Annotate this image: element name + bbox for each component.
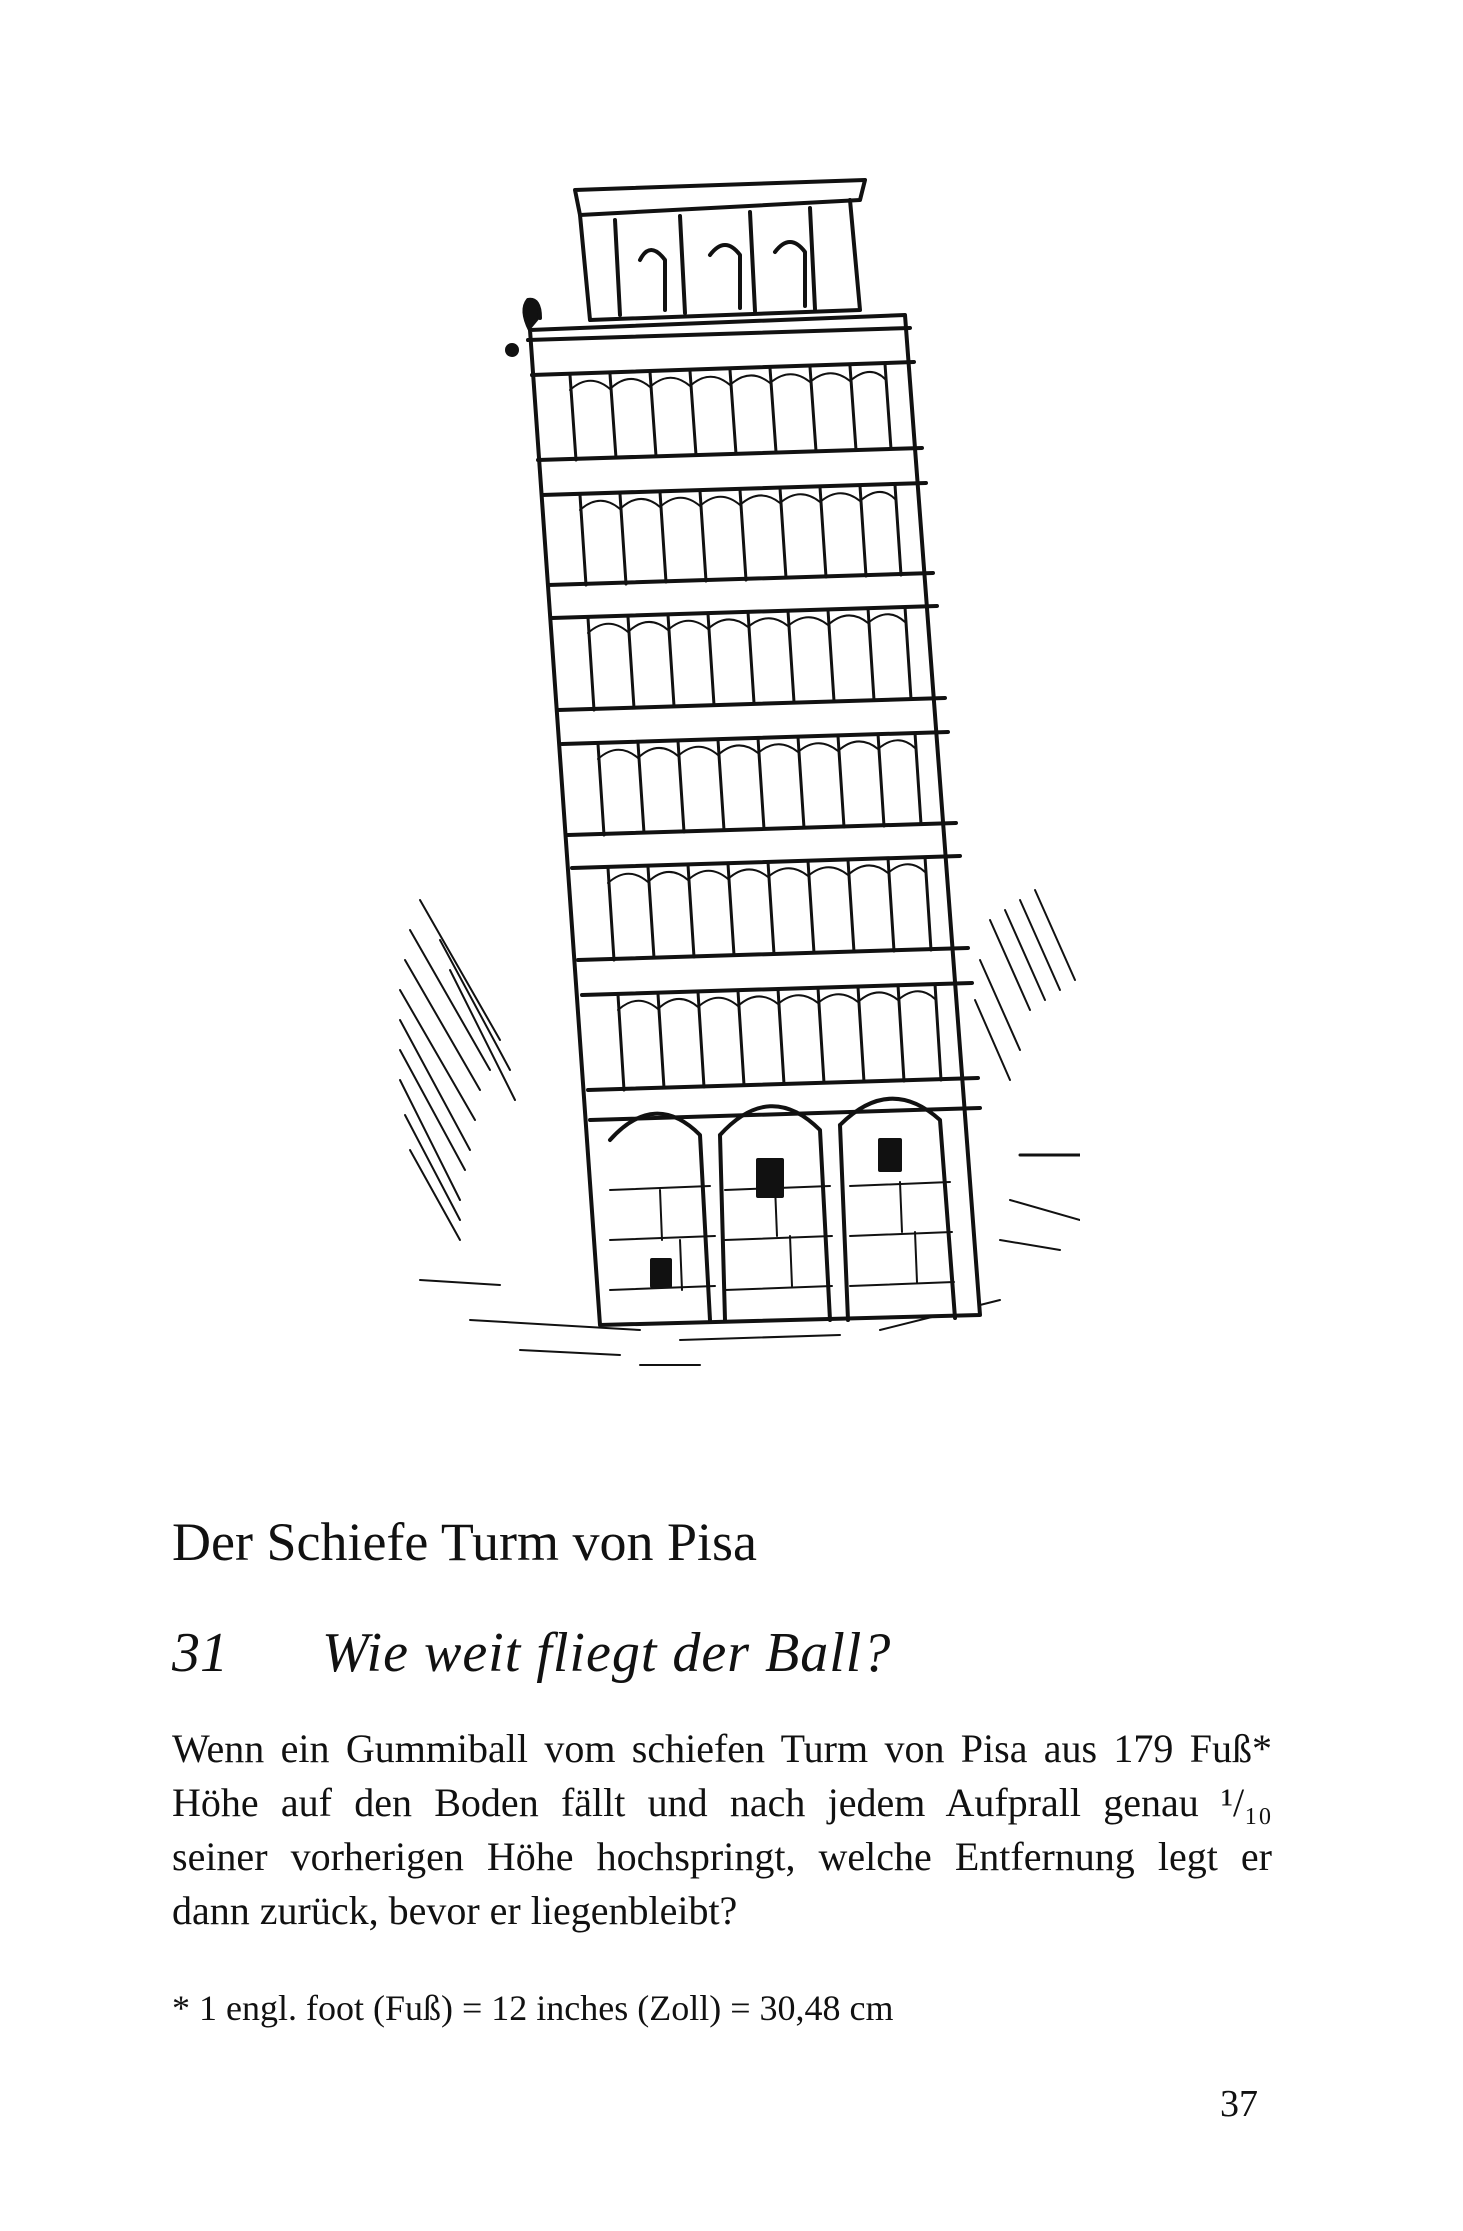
page-title: Der Schiefe Turm von Pisa bbox=[172, 1512, 757, 1572]
body-line: Höhe auf den Boden fällt und nach jedem Aufprall genau ¹/₁₀ bbox=[172, 1780, 1272, 1825]
problem-number: 31 bbox=[172, 1622, 228, 1684]
problem-title: Wie weit fliegt der Ball? bbox=[322, 1622, 892, 1684]
footnote: * 1 engl. foot (Fuß) = 12 inches (Zoll) = 30,48 cm bbox=[172, 1988, 894, 2028]
body-line: Wenn ein Gummiball vom schiefen Turm von Pisa aus 179 Fuß* bbox=[172, 1726, 1272, 1771]
body-line: seiner vorherigen Höhe hochspringt, welche Entfernung legt er bbox=[172, 1834, 1272, 1879]
problem-heading bbox=[172, 1622, 892, 1684]
page-number: 37 bbox=[1220, 2083, 1258, 2125]
body-line: dann zurück, bevor er liegenbleibt? bbox=[172, 1888, 738, 1933]
leaning-tower-illustration bbox=[380, 140, 1080, 1460]
problem-body bbox=[172, 1722, 1272, 1938]
